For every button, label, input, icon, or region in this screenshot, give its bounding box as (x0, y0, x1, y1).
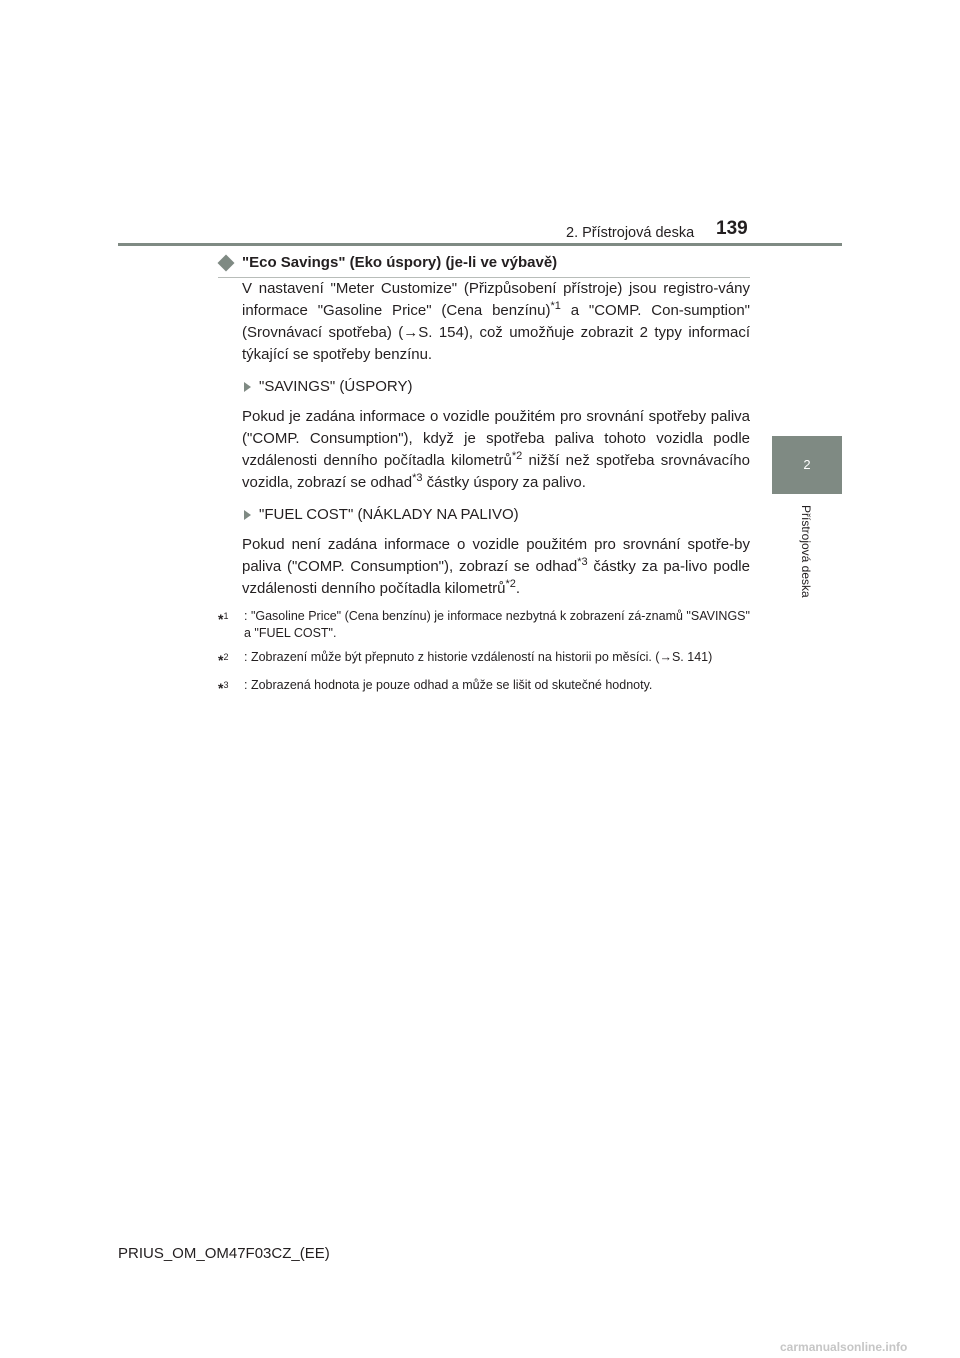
footnote-text: : "Gasoline Price" (Cena benzínu) je informace nezbytná k zobrazení zá-znamů "SAVINGS" a "FUEL COST". (244, 609, 750, 640)
fuel-cost-subheading-text: "FUEL COST" (NÁKLADY NA PALIVO) (259, 506, 519, 523)
fuel-cost-subheading (242, 504, 750, 526)
section-body (218, 278, 750, 600)
footnote-3 (218, 677, 750, 698)
main-content (218, 252, 750, 705)
page-number: 139 (716, 218, 748, 239)
footnote-marker: *$^2$ (218, 652, 229, 668)
document-code: PRIUS_OM_OM47F03CZ_(EE) (118, 1245, 330, 1262)
header-rule (118, 243, 842, 246)
footnote-marker: *$^3$ (218, 680, 229, 696)
section-heading (218, 252, 750, 278)
diamond-bullet-icon (218, 254, 235, 271)
footnote-text: : Zobrazená hodnota je pouze odhad a může se lišit od skutečné hodnoty. (244, 678, 653, 692)
footnote-2 (218, 649, 750, 670)
footnotes (218, 608, 750, 698)
arrow-right-icon: → (403, 324, 419, 341)
section-heading-text: "Eco Savings" (Eko úspory) (je-li ve výbavě) (242, 254, 558, 271)
fuel-cost-paragraph: Pokud není zadána informace o vozidle použitém pro srovnání spotře-by paliva ("COMP. Consumption"), zobrazí se odhad$^{*3}$ částky za pa-livo podle vzdálenosti denního počítadla kilometrů$^{*2}$. (242, 536, 750, 597)
triangle-bullet-icon (244, 382, 251, 392)
footnote-text: : Zobrazení může být přepnuto z historie vzdáleností na historii po měsíci. (→S. 141) (244, 650, 713, 664)
savings-paragraph: Pokud je zadána informace o vozidle použitém pro srovnání spotřeby paliva ("COMP. Consumption"), když je spotřeba paliva tohoto vozidla podle vzdálenosti denního počítadla kilometrů$^{*2}$ nižší než spotřeba srovnávacího vozidla, zobrazí se odhad$^{*3}$ částky úspory za palivo. (242, 408, 750, 491)
savings-subheading (242, 376, 750, 398)
header-chapter-title: 2. Přístrojová deska (566, 225, 695, 241)
watermark[interactable]: carmanualsonline.info (780, 1340, 908, 1354)
chapter-tab-label: Přístrojová deska (799, 505, 813, 598)
chapter-tab[interactable]: 2 (772, 436, 842, 494)
triangle-bullet-icon (244, 510, 251, 520)
footnote-marker: *$^1$ (218, 611, 229, 627)
savings-subheading-text: "SAVINGS" (ÚSPORY) (259, 378, 413, 395)
intro-paragraph: V nastavení "Meter Customize" (Přizpůsobení přístroje) jsou registro-vány informace "Gasoline Price" (Cena benzínu)$^{*1}$ a "COMP. Con-sumption" (Srovnávací spotřeba) (→S. 154), což umožňuje zobrazit 2 typy informací týkající se spotřeby benzínu. (242, 280, 750, 363)
footnote-1 (218, 608, 750, 642)
